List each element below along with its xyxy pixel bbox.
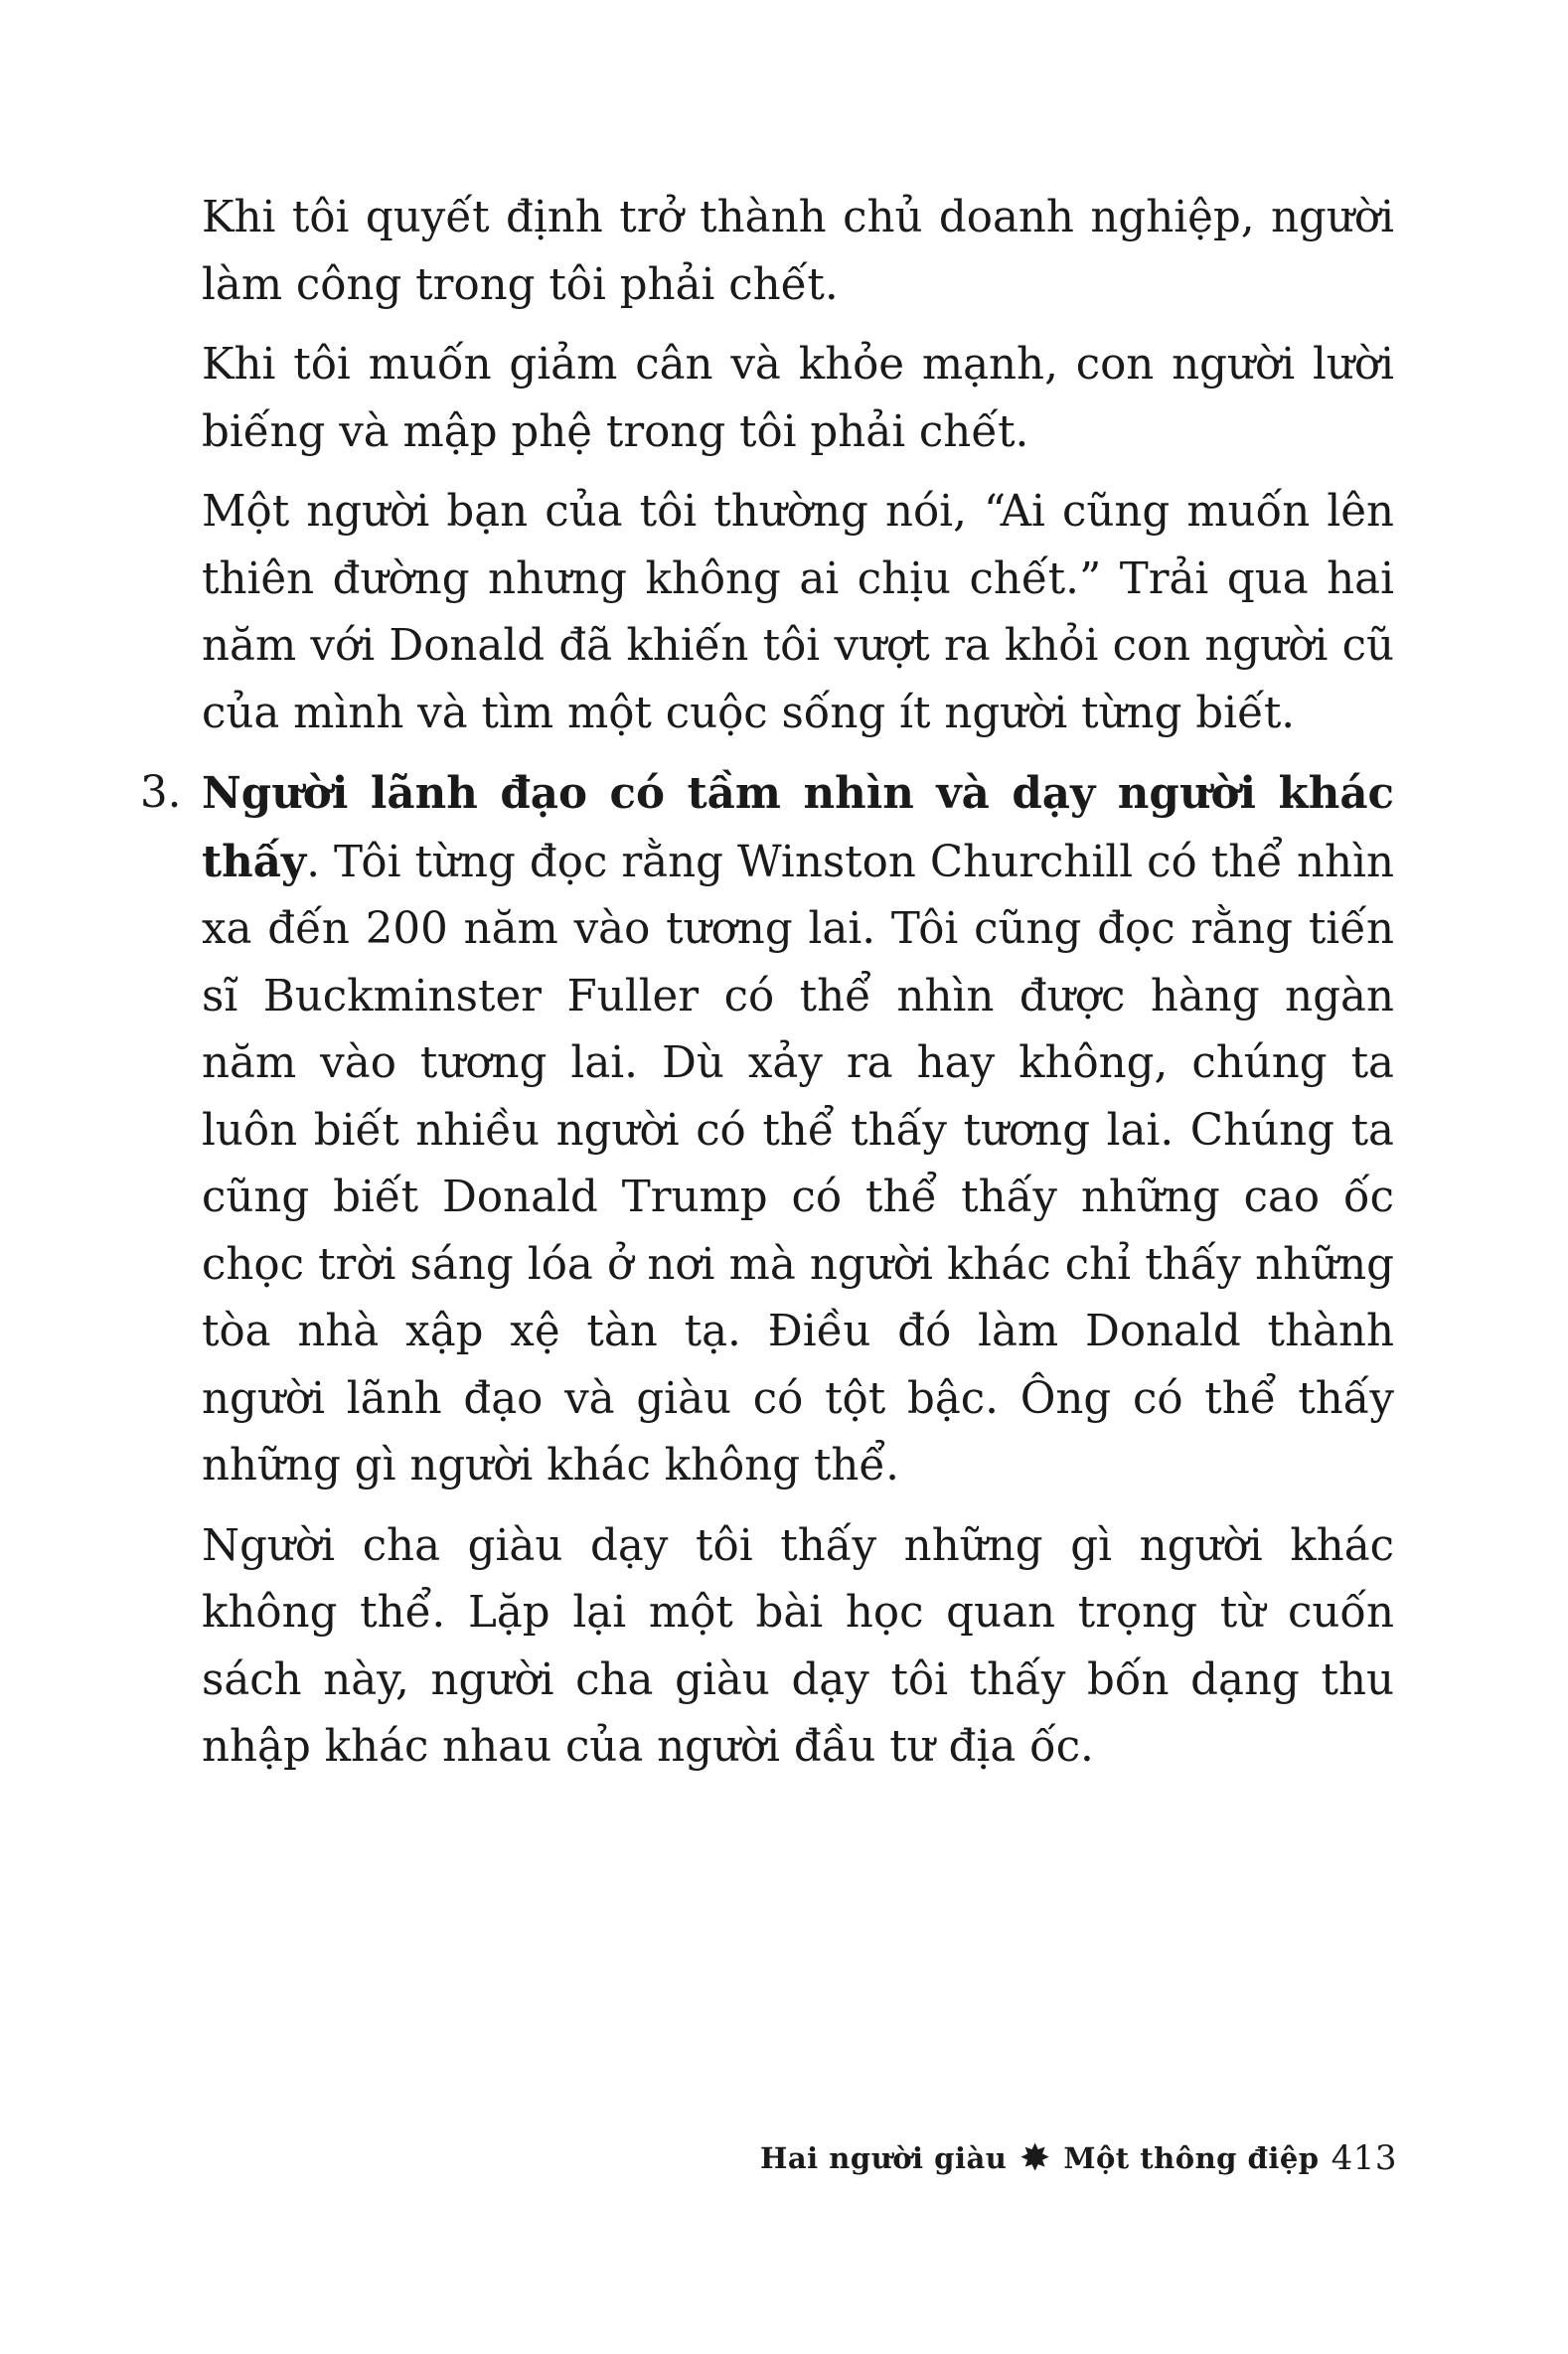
running-footer [760, 2138, 1397, 2178]
paragraph-3: Một người bạn của tôi thường nói, “Ai cũng muốn lên thiên đường nhưng không ai chịu chết.” Trải qua hai năm với Donald đã khiến tôi vượt ra khỏi con người cũ của mình và tìm một cuộc sống ít người từng biết. [202, 487, 1394, 738]
footer-book-title: Hai người giàu [759, 2141, 1008, 2175]
asterisk-icon: ✸ [1020, 2138, 1050, 2178]
numbered-list-item [140, 760, 1394, 1500]
footer-subtitle: Một thông điệp [1063, 2141, 1320, 2175]
page-body [140, 185, 1394, 1795]
list-item-text: . Tôi từng đọc rằng Winston Churchill có thể nhìn xa đến 200 năm vào tương lai. Tôi cũng đọc rằng tiến sĩ Buckminster Fuller có thể nhìn được hàng ngàn năm vào tương lai. Dù xảy ra hay không, chúng ta luôn biết nhiều người có thể thấy tương lai. Chúng ta cũng biết Donald Trump có thể thấy những cao ốc chọc trời sáng lóa ở nơi mà người khác chỉ thấy những tòa nhà xập xệ tàn tạ. Điều đó làm Donald thành người lãnh đạo và giàu có tột bậc. Ông có thể thấy những gì người khác không thể. [202, 837, 1394, 1491]
paragraph-1: Khi tôi quyết định trở thành chủ doanh nghiệp, người làm công trong tôi phải chết. [202, 193, 1394, 310]
closing-paragraph: Người cha giàu dạy tôi thấy những gì người khác không thể. Lặp lại một bài học quan trọng từ cuốn sách này, người cha giàu dạy tôi thấy bốn dạng thu nhập khác nhau của người đầu tư địa ốc. [202, 1520, 1394, 1772]
page-number: 413 [1331, 2138, 1397, 2178]
paragraph-2: Khi tôi muốn giảm cân và khỏe mạnh, con người lười biếng và mập phệ trong tôi phải chết. [202, 340, 1394, 457]
list-item-number: 3. [140, 768, 182, 818]
list-item-lead: Người lãnh đạo có tầm nhìn và dạy người khác thấy [202, 768, 1394, 887]
